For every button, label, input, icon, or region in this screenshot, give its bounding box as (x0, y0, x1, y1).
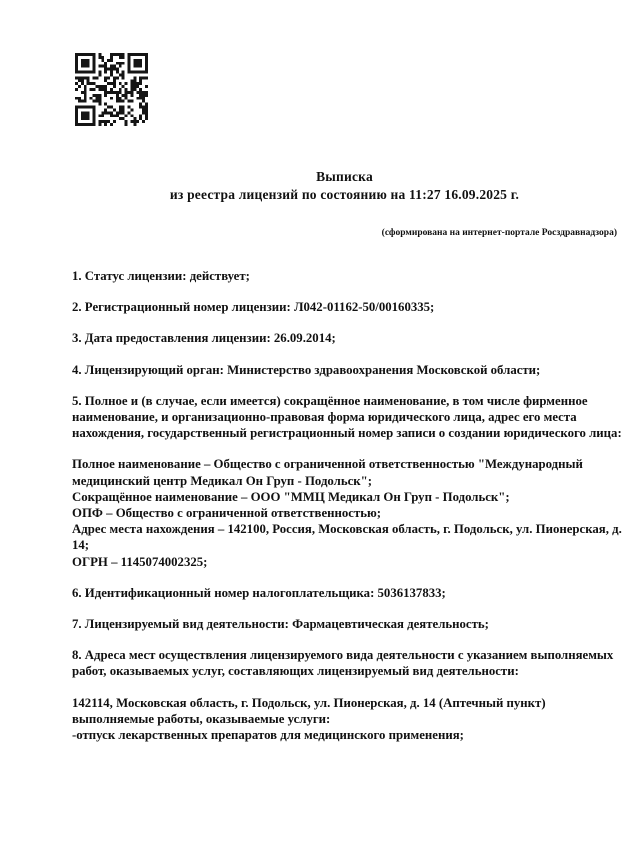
document-subtitle: (сформирована на интернет-портале Росздравнадзора) (381, 228, 617, 238)
paragraph-line: медицинский центр Медикал Он Груп - Подольск"; (72, 473, 373, 488)
paragraph-line: работ, оказываемых услуг, составляющих лицензируемый вид деятельности: (72, 664, 519, 679)
paragraph-line: 142114, Московская область, г. Подольск, ул. Пионерская, д. 14 (Аптечный пункт) (72, 695, 546, 710)
paragraph (72, 362, 617, 378)
paragraph-line: 3. Дата предоставления лицензии: 26.09.2014; (72, 331, 336, 346)
document-body (72, 268, 622, 743)
paragraph-line: ОГРН – 1145074002325; (72, 554, 208, 569)
paragraph-line: выполняемые работы, оказываемые услуги: (72, 711, 331, 726)
qr-code-image (75, 53, 148, 126)
paragraph-line: 14; (72, 538, 90, 553)
document-content (72, 168, 622, 758)
paragraph-line: Полное наименование – Общество с ограниченной ответственностью "Международный (72, 457, 583, 472)
paragraph (72, 616, 617, 632)
paragraph (72, 268, 617, 284)
paragraph (72, 695, 617, 744)
title-line-2: из реестра лицензий по состоянию на 11:27 16.09.2025 г. (169, 186, 520, 202)
paragraph (72, 647, 617, 679)
paragraph (72, 393, 622, 442)
paragraph-line: -отпуск лекарственных препаратов для медицинского применения; (72, 728, 464, 743)
paragraph-line: ОПФ – Общество с ограниченной ответственностью; (72, 506, 382, 521)
paragraph (72, 330, 617, 346)
paragraph-line: 2. Регистрационный номер лицензии: Л042-01162-50/00160335; (72, 300, 435, 315)
paragraph-line: Сокращённое наименование – ООО "ММЦ Медикал Он Груп - Подольск"; (72, 489, 510, 504)
paragraph-line: 5. Полное и (в случае, если имеется) сокращённое наименование, в том числе фирменное (72, 393, 588, 408)
paragraph-line: 8. Адреса мест осуществления лицензируемого вида деятельности с указанием выполняемых (72, 648, 614, 663)
paragraph-line: 4. Лицензирующий орган: Министерство здравоохранения Московской области; (72, 362, 541, 377)
paragraph-line: нахождения, государственный регистрационный номер записи о создании юридического лица: (72, 426, 622, 441)
paragraph-line: 6. Идентификационный номер налогоплательщика: 5036137833; (72, 585, 446, 600)
paragraph-line: Адрес места нахождения – 142100, Россия, Московская область, г. Подольск, ул. Пионерская, д. (72, 522, 622, 537)
paragraph-line: наименование, и организационно-правовая форма юридического лица, адрес его места (72, 410, 577, 425)
title-line-1: Выписка (316, 169, 373, 184)
paragraph (72, 299, 617, 315)
paragraph-line: 7. Лицензируемый вид деятельности: Фармацевтическая деятельность; (72, 617, 489, 632)
paragraph-line: 1. Статус лицензии: действует; (72, 269, 250, 283)
paragraph (72, 585, 617, 601)
paragraph (72, 456, 622, 569)
document-title (72, 168, 617, 203)
